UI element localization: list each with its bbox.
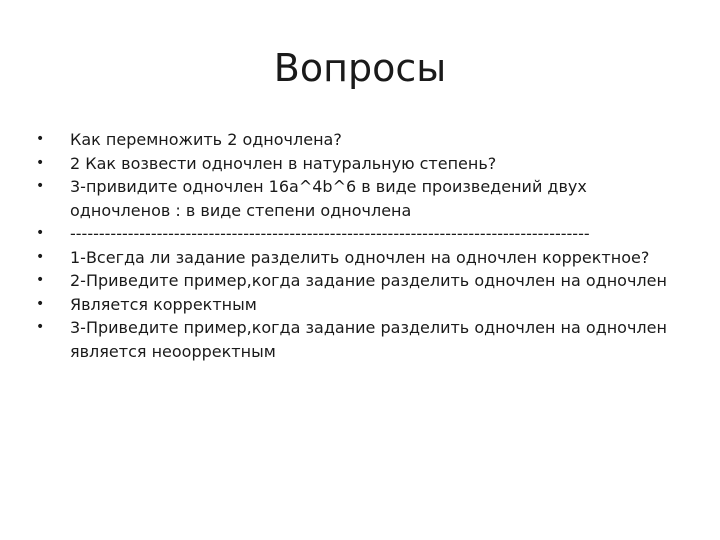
bullet-icon: • [36, 225, 45, 241]
list-item-text: 2-Приведите пример,когда задание разделить одночлен на одночлен [70, 271, 667, 290]
bullet-icon: • [36, 131, 45, 147]
list-item [36, 269, 686, 293]
bullet-icon: • [36, 272, 45, 288]
slide-title: Вопросы [273, 46, 447, 90]
separator-line: ------------------------------------------------------------------------------------------ [70, 224, 590, 243]
list-item-text: Как перемножить 2 одночлена? [70, 130, 342, 149]
list-item-text: 3-привидите одночлен 16а^4b^6 в виде произведений двух одночленов : в виде степени одночлена [70, 177, 587, 220]
list-item [36, 222, 686, 246]
bullet-icon: • [36, 178, 45, 194]
bullet-icon: • [36, 248, 45, 265]
list-item [36, 175, 686, 222]
list-item [36, 128, 686, 152]
bullet-icon: • [36, 319, 45, 335]
list-item [36, 246, 686, 270]
list-item-text: 1-Всегда ли задание разделить одночлен на одночлен корректное? [70, 247, 650, 267]
bullet-icon: • [36, 295, 45, 312]
list-item [36, 316, 686, 363]
bullet-list [36, 128, 686, 363]
list-item-text: 3-Приведите пример,когда задание разделить одночлен на одночлен является неоорректным [70, 318, 667, 361]
list-item [36, 152, 686, 176]
list-item-text: 2 Как возвести одночлен в натуральную степень? [70, 153, 497, 173]
bullet-icon: • [36, 154, 45, 171]
list-item [36, 293, 686, 317]
list-item-text: Является корректным [70, 294, 257, 314]
